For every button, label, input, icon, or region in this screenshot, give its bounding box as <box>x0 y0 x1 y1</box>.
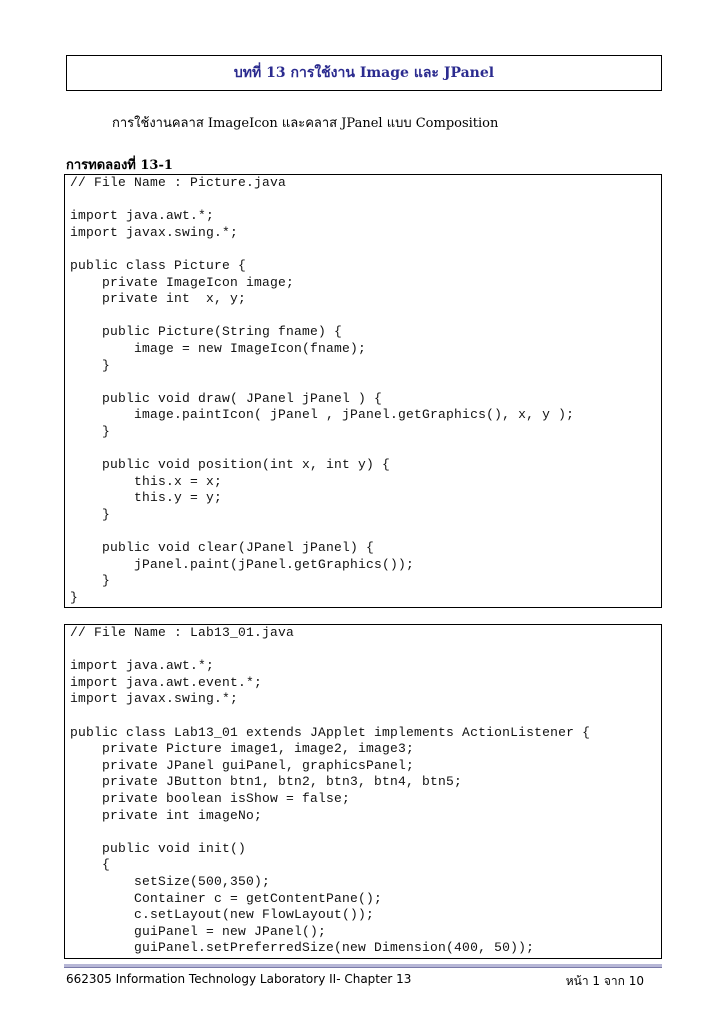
code-line: private JButton btn1, btn2, btn3, btn4, btn5; <box>70 774 463 790</box>
code-line: } <box>70 423 111 439</box>
code-block-picture <box>64 174 662 608</box>
code-line: } <box>70 589 79 605</box>
code-line <box>70 824 661 841</box>
code-line: } <box>70 573 111 589</box>
code-line <box>70 708 661 725</box>
code-line: private int imageNo; <box>70 807 263 823</box>
code-line: import javax.swing.*; <box>70 224 239 240</box>
code-line: } <box>70 357 111 373</box>
code-line: image = new ImageIcon(fname); <box>70 340 367 356</box>
footer-course-label: 662305 Information Technology Laboratory II- Chapter 13 <box>66 972 412 986</box>
code-line <box>70 192 661 209</box>
code-line: { <box>70 857 111 873</box>
code-block-lab13-01 <box>64 624 662 959</box>
code-line: } <box>70 506 111 522</box>
section-subtitle: การใช้งานคลาส ImageIcon และคลาส JPanel แบบ Composition <box>112 116 499 131</box>
code-line: private Picture image1, image2, image3; <box>70 741 415 757</box>
code-line: guiPanel = new JPanel(); <box>70 923 327 939</box>
code-line: image.paintIcon( jPanel , jPanel.getGraphics(), x, y ); <box>70 407 575 423</box>
code-line <box>70 441 661 458</box>
code-line: public void draw( JPanel jPanel ) { <box>70 390 383 406</box>
chapter-title-box <box>66 55 662 91</box>
code-line: public void clear(JPanel jPanel) { <box>70 540 375 556</box>
code-line <box>70 308 661 325</box>
code-line: private int x, y; <box>70 291 247 307</box>
code-line: private JPanel guiPanel, graphicsPanel; <box>70 757 415 773</box>
code-line: c.setLayout(new FlowLayout()); <box>70 907 375 923</box>
code-line <box>70 241 661 258</box>
code-line: guiPanel.setPreferredSize(new Dimension(400, 50)); <box>70 940 535 956</box>
code-line: import javax.swing.*; <box>70 691 239 707</box>
chapter-title: บทที่ 13 การใช้งาน Image และ JPanel <box>233 65 495 81</box>
code-line: private boolean isShow = false; <box>70 790 351 806</box>
code-line: public class Picture { <box>70 257 247 273</box>
code-line: // File Name : Picture.java <box>70 175 287 190</box>
code-line: import java.awt.event.*; <box>70 674 263 690</box>
code-line: public class Lab13_01 extends JApplet implements ActionListener { <box>70 724 591 740</box>
code-line: public Picture(String fname) { <box>70 324 343 340</box>
code-line: private ImageIcon image; <box>70 274 295 290</box>
code-line: public void init() <box>70 840 247 856</box>
code-line <box>70 642 661 659</box>
footer-divider <box>64 964 662 968</box>
code-line: import java.awt.*; <box>70 208 215 224</box>
code-line <box>70 374 661 391</box>
footer-page-number: หน้า 1 จาก 10 <box>565 974 644 988</box>
code-line: this.y = y; <box>70 490 223 506</box>
code-line <box>70 523 661 540</box>
code-line: setSize(500,350); <box>70 873 271 889</box>
code-line: import java.awt.*; <box>70 658 215 674</box>
code-line: this.x = x; <box>70 473 223 489</box>
code-line: public void position(int x, int y) { <box>70 457 391 473</box>
code-line: Container c = getContentPane(); <box>70 890 383 906</box>
experiment-label: การทดลองที่ 13-1 <box>66 158 173 173</box>
code-line: jPanel.paint(jPanel.getGraphics()); <box>70 556 415 572</box>
code-line: // File Name : Lab13_01.java <box>70 625 295 640</box>
